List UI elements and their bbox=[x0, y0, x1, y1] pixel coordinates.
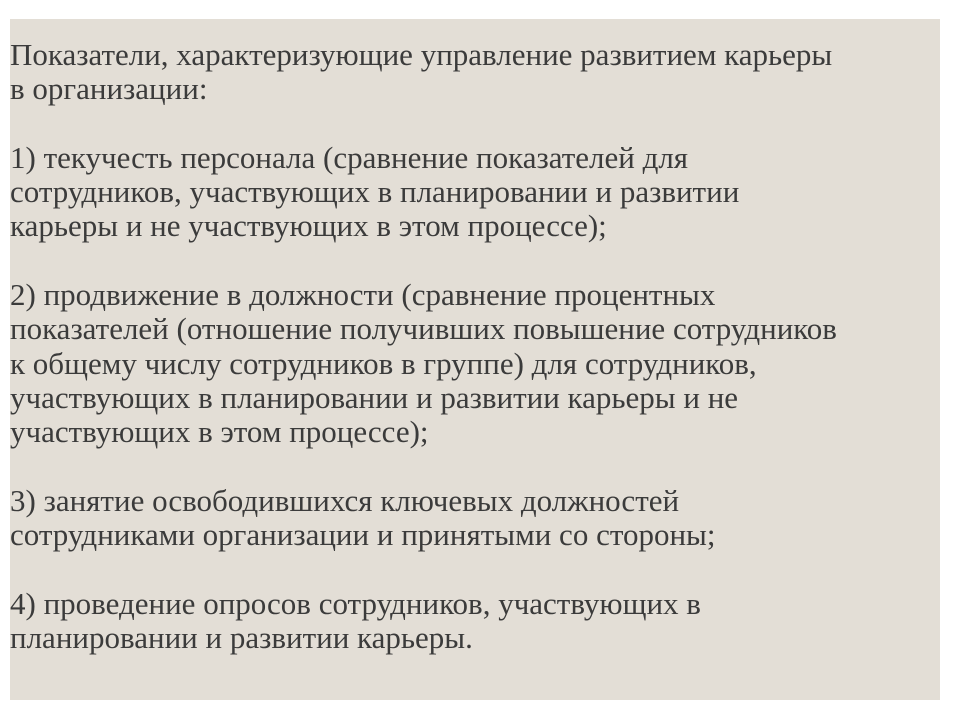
list-item-line: 2) продвижение в должности (сравнение процентных bbox=[10, 277, 716, 313]
list-item-line: сотрудников, участвующих в планировании и развитии bbox=[10, 174, 740, 210]
list-item-line: к общему числу сотрудников в группе) для сотрудников, bbox=[10, 345, 757, 381]
list-item-3 bbox=[10, 484, 940, 553]
list-item-line: участвующих в этом процессе); bbox=[10, 414, 429, 450]
intro-line: Показатели, характеризующие управление развитием карьеры bbox=[10, 37, 833, 72]
list-item-4 bbox=[10, 587, 940, 656]
list-item-line: карьеры и не участвующих в этом процессе); bbox=[10, 208, 607, 244]
list-item-line: сотрудниками организации и принятыми со стороны; bbox=[10, 517, 716, 553]
slide bbox=[10, 19, 940, 700]
list-item-line: 3) занятие освободившихся ключевых должностей bbox=[10, 482, 680, 518]
list-item-line: участвующих в планировании и развитии карьеры и не bbox=[10, 379, 739, 415]
list-item-1 bbox=[10, 141, 940, 244]
list-item-line: 1) текучесть персонала (сравнение показателей для bbox=[10, 139, 689, 175]
list-item-line: планировании и развитии карьеры. bbox=[10, 620, 473, 656]
list-item-line: 4) проведение опросов сотрудников, участвующих в bbox=[10, 585, 701, 621]
intro-paragraph bbox=[10, 38, 940, 107]
slide-text bbox=[10, 38, 940, 690]
list-item-line: показателей (отношение получивших повышение сотрудников bbox=[10, 311, 837, 347]
intro-line: в организации: bbox=[10, 71, 208, 107]
list-item-2 bbox=[10, 278, 940, 449]
